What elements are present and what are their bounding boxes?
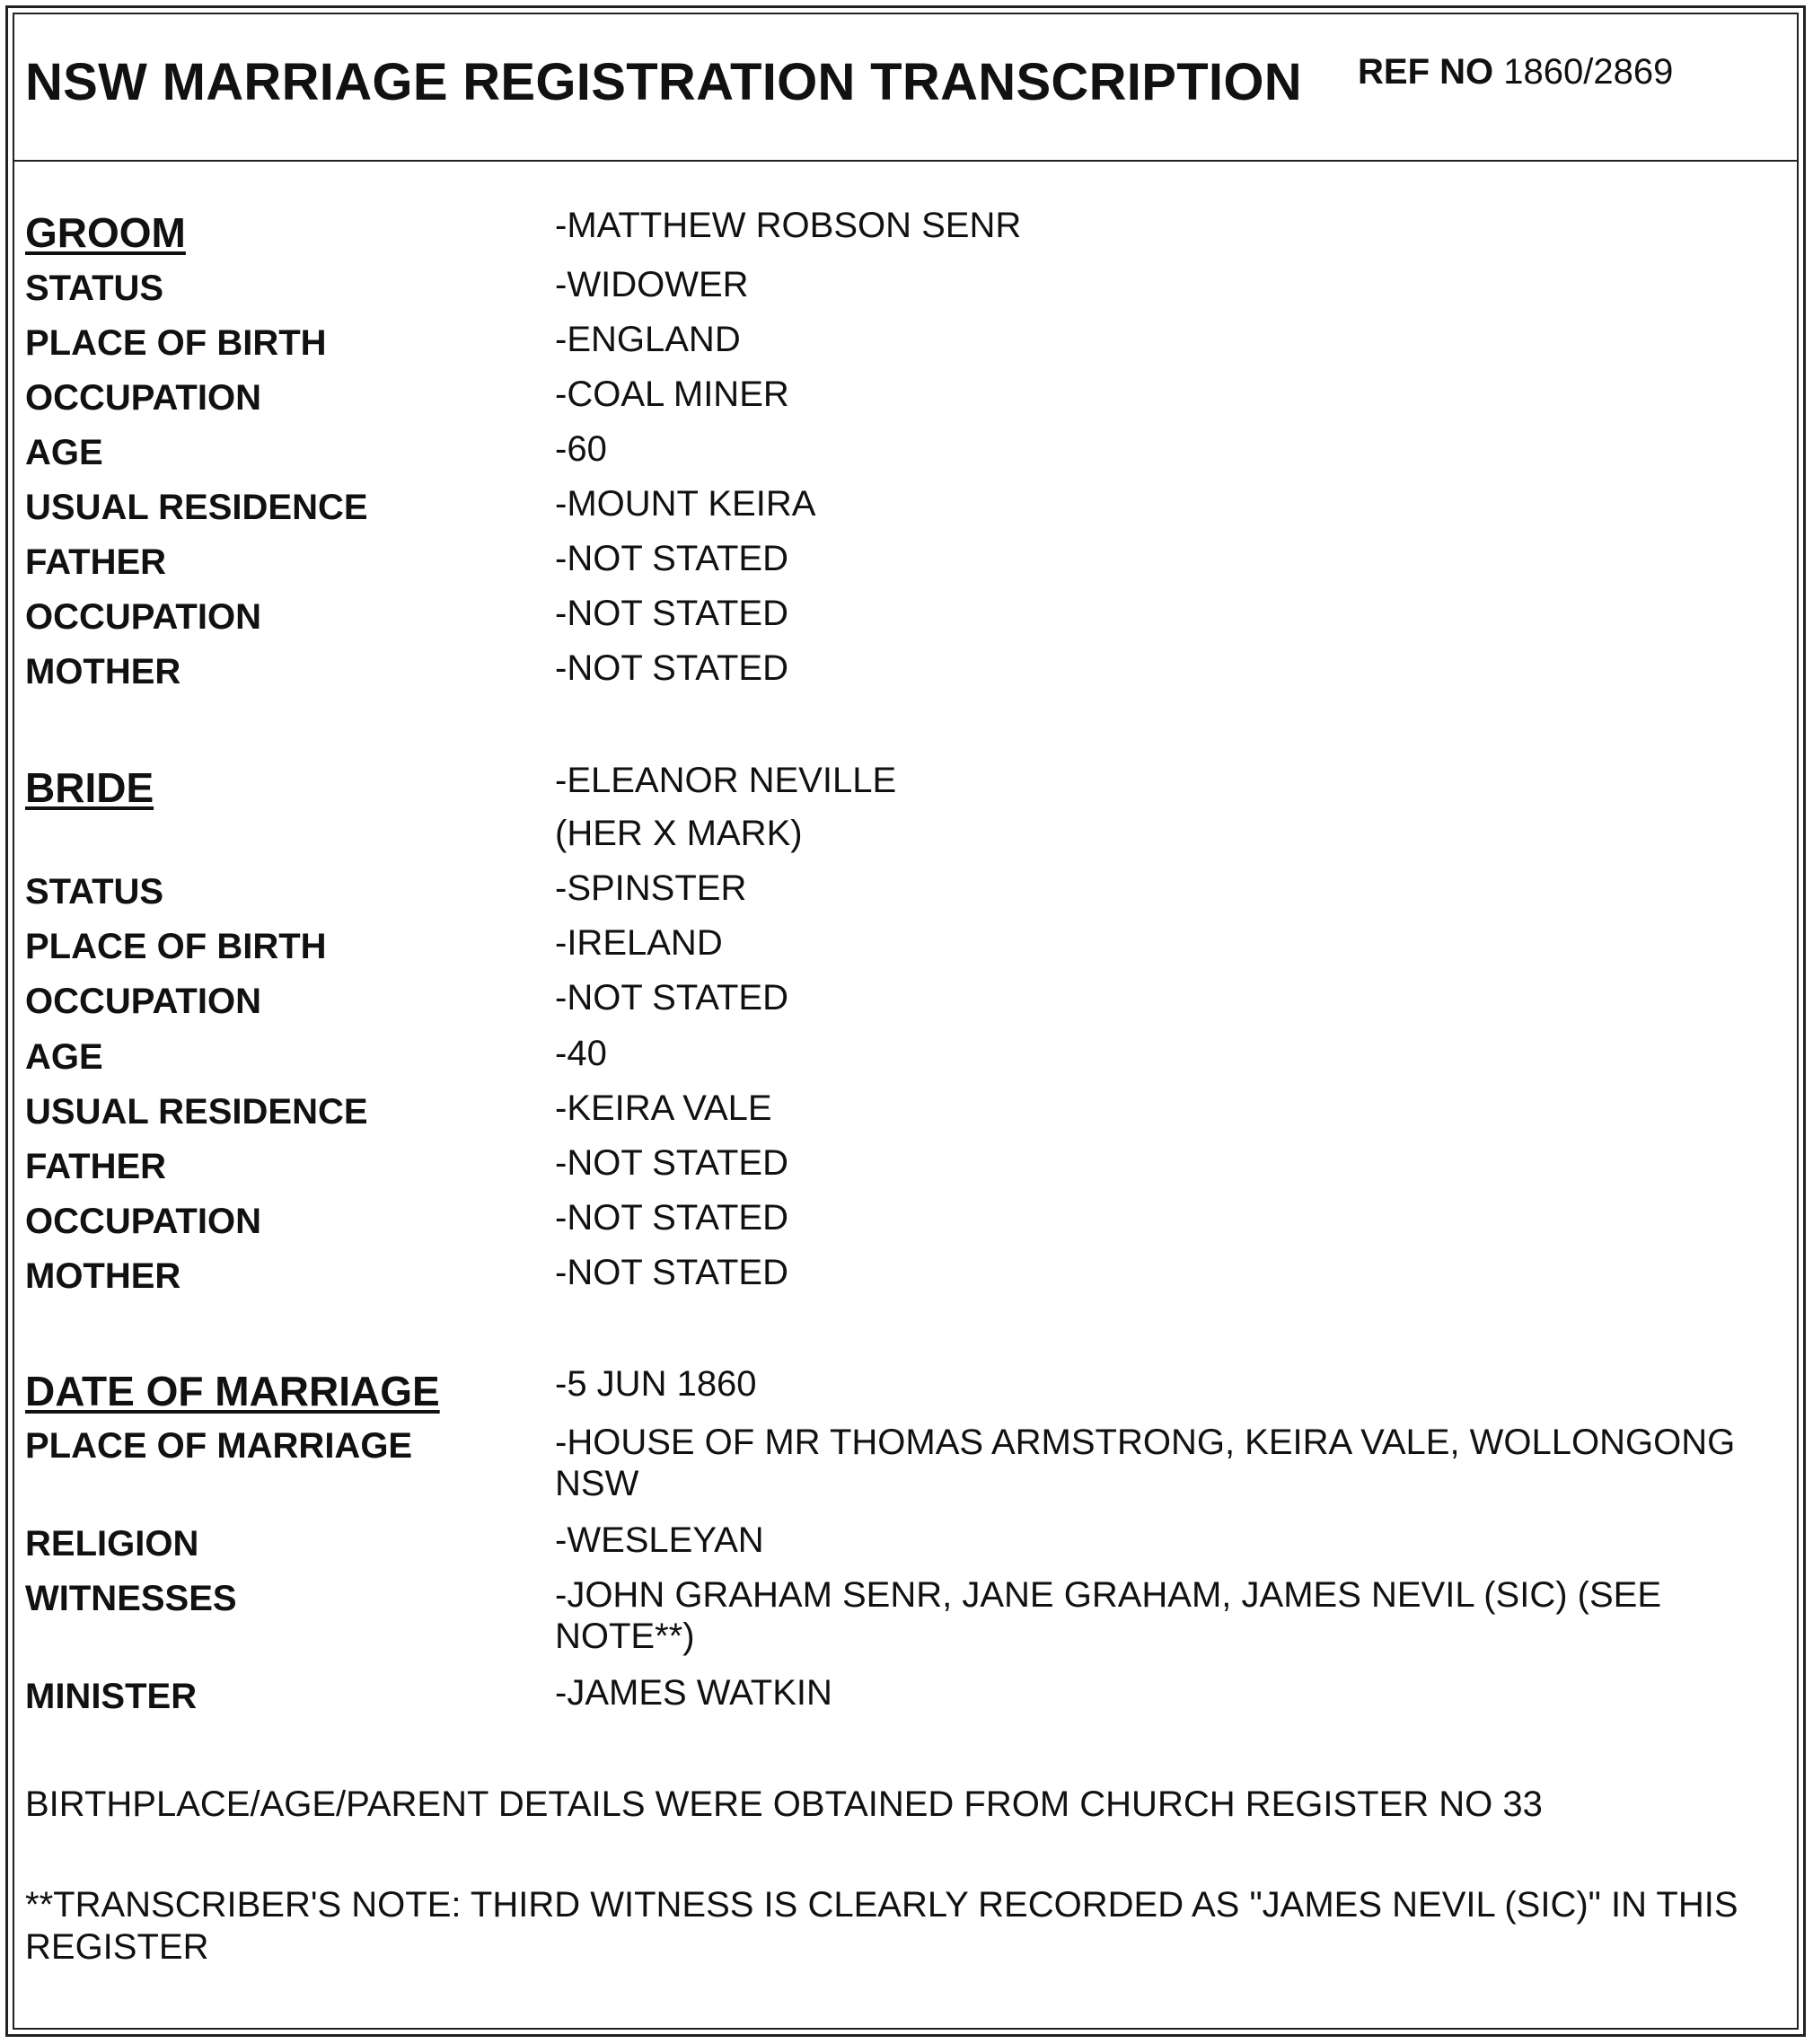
field-value: -KEIRA VALE	[555, 1088, 772, 1128]
bride-name: -ELEANOR NEVILLE	[555, 761, 897, 800]
field-label: AGE	[25, 433, 103, 472]
field-value: -MOUNT KEIRA	[555, 484, 816, 524]
marriage-heading: DATE OF MARRIAGE	[25, 1368, 440, 1414]
field-label: FATHER	[25, 1147, 167, 1186]
field-value: -60	[555, 429, 607, 469]
field-label: RELIGION	[25, 1524, 199, 1564]
field-label: AGE	[25, 1037, 103, 1077]
field-value: -NOT STATED	[555, 1253, 788, 1292]
field-label: MOTHER	[25, 1256, 181, 1296]
field-value: -SPINSTER	[555, 868, 747, 908]
field-value: -JOHN GRAHAM SENR, JANE GRAHAM, JAMES NEVIL (SIC) (SEE NOTE**)	[555, 1575, 1662, 1656]
inner-border	[13, 13, 1799, 2030]
field-value: -40	[555, 1034, 607, 1073]
field-value: -JAMES WATKIN	[555, 1673, 832, 1713]
field-value: -HOUSE OF MR THOMAS ARMSTRONG, KEIRA VALE, WOLLONGONG NSW	[555, 1423, 1736, 1503]
field-value: -NOT STATED	[555, 1198, 788, 1238]
groom-heading: GROOM	[25, 209, 186, 256]
field-value: -NOT STATED	[555, 978, 788, 1018]
field-label: STATUS	[25, 872, 164, 912]
field-label: USUAL RESIDENCE	[25, 488, 368, 527]
field-value: -IRELAND	[555, 923, 723, 963]
ref-value: 1860/2869	[1503, 52, 1674, 92]
source-note: BIRTHPLACE/AGE/PARENT DETAILS WERE OBTAINED FROM CHURCH REGISTER NO 33	[25, 1784, 1543, 1824]
field-label: STATUS	[25, 269, 164, 308]
field-label: MOTHER	[25, 652, 181, 692]
field-label: OCCUPATION	[25, 597, 261, 637]
field-value: -NOT STATED	[555, 539, 788, 578]
page-title: NSW MARRIAGE REGISTRATION TRANSCRIPTION	[25, 53, 1302, 111]
field-value: -NOT STATED	[555, 648, 788, 688]
field-label: WITNESSES	[25, 1579, 237, 1618]
field-label: FATHER	[25, 542, 167, 582]
field-label: OCCUPATION	[25, 1202, 261, 1241]
ref-label: REF NO	[1358, 52, 1494, 92]
field-value: -NOT STATED	[555, 1143, 788, 1183]
field-label: OCCUPATION	[25, 378, 261, 418]
field-label: PLACE OF MARRIAGE	[25, 1426, 413, 1466]
marriage-date: -5 JUN 1860	[555, 1364, 757, 1404]
field-label: PLACE OF BIRTH	[25, 323, 327, 363]
field-value: -WIDOWER	[555, 265, 749, 304]
field-value: -ENGLAND	[555, 320, 741, 359]
transcriber-note: **TRANSCRIBER'S NOTE: THIRD WITNESS IS CLEARLY RECORDED AS "JAMES NEVIL (SIC)" IN THIS REGISTER	[25, 1885, 1738, 1967]
groom-name: -MATTHEW ROBSON SENR	[555, 206, 1022, 245]
field-value: -NOT STATED	[555, 594, 788, 633]
field-label: USUAL RESIDENCE	[25, 1092, 368, 1132]
bride-mark: (HER X MARK)	[555, 814, 803, 853]
field-value: -WESLEYAN	[555, 1520, 764, 1560]
field-label: MINISTER	[25, 1677, 198, 1716]
header-divider	[13, 160, 1799, 162]
field-label: OCCUPATION	[25, 982, 261, 1021]
field-label: PLACE OF BIRTH	[25, 927, 327, 966]
reference-number	[1358, 52, 1673, 93]
bride-heading: BRIDE	[25, 764, 154, 811]
field-value: -COAL MINER	[555, 374, 789, 414]
